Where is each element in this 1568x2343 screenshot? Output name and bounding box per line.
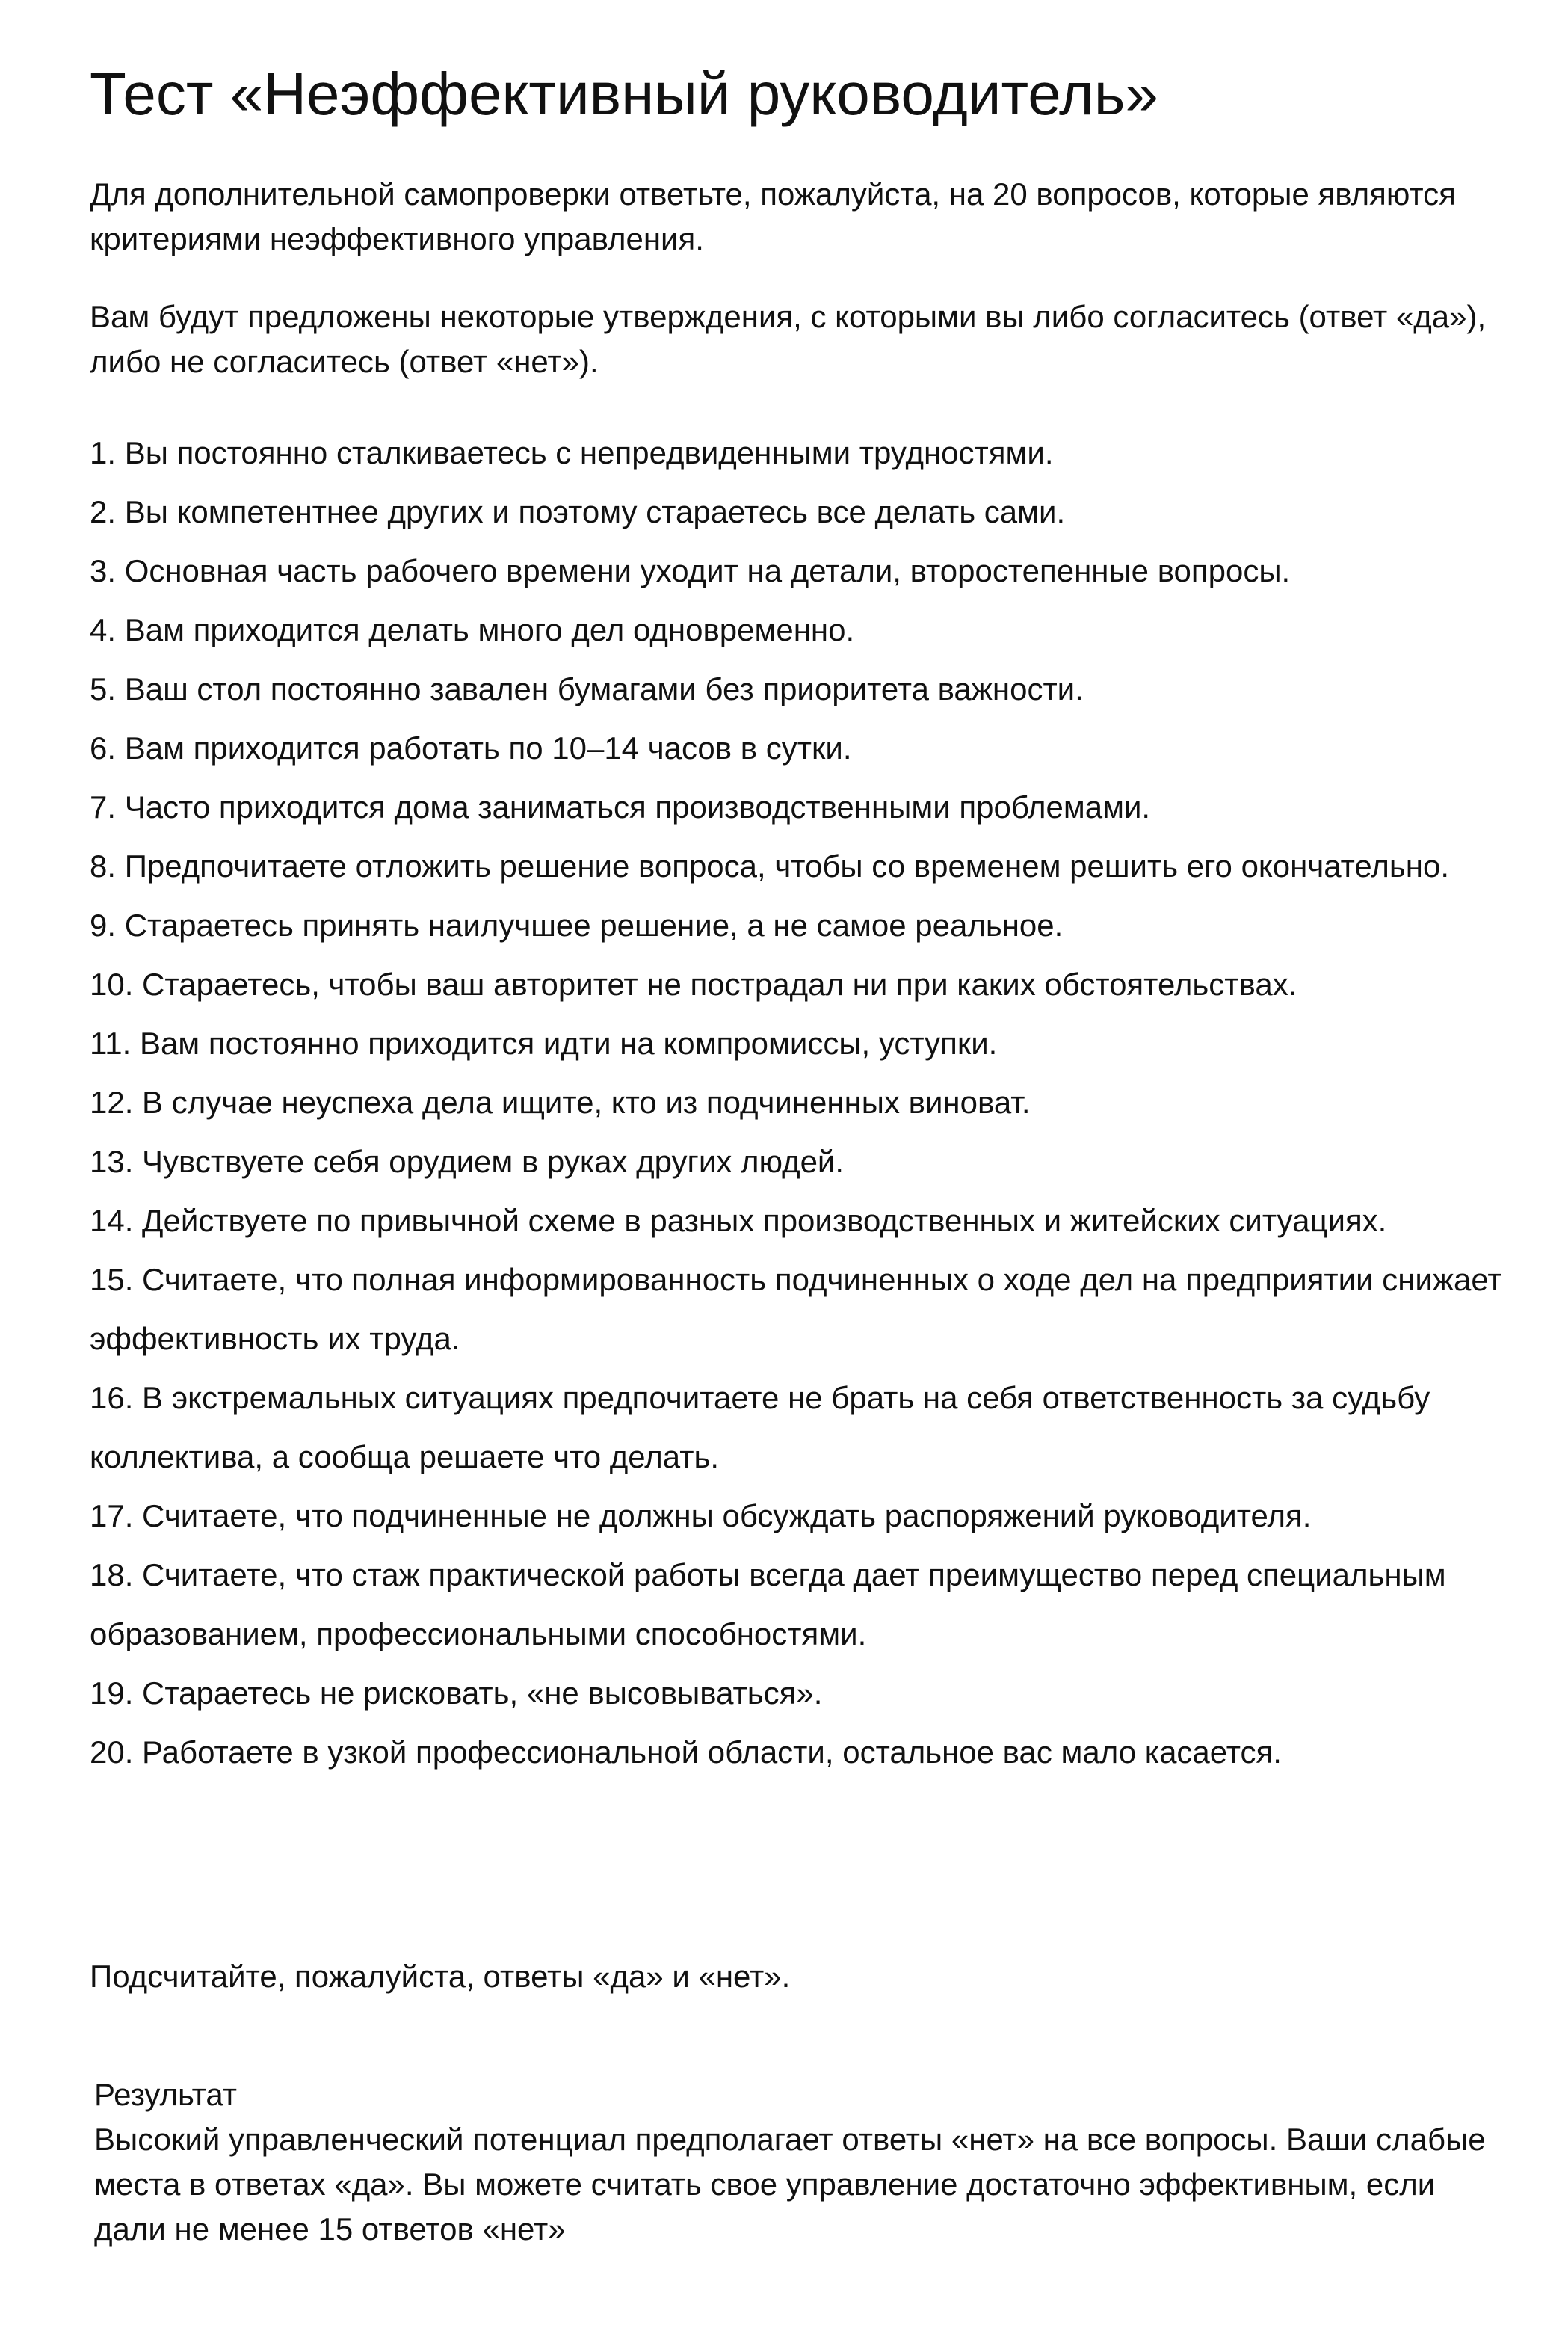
question-item: 15. Считаете, что полная информированность подчиненных о ходе дел на предприятии снижает эффективность их труда. (90, 1262, 1502, 1356)
question-item: 5. Ваш стол постоянно завален бумагами без приоритета важности. (90, 671, 1084, 706)
question-item: 10. Стараетесь, чтобы ваш авторитет не пострадал ни при каких обстоятельствах. (90, 967, 1297, 1002)
question-item: 4. Вам приходится делать много дел одновременно. (90, 612, 855, 647)
page-title: Тест «Неэффективный руководитель» (90, 61, 1158, 127)
question-item: 11. Вам постоянно приходится идти на компромиссы, уступки. (90, 1026, 998, 1061)
question-item: 3. Основная часть рабочего времени уходит на детали, второстепенные вопросы. (90, 553, 1291, 588)
question-item: 16. В экстремальных ситуациях предпочитаете не брать на себя ответственность за судьбу коллектива, а сообща решаете что делать. (90, 1380, 1430, 1474)
question-item: 14. Действуете по привычной схеме в разных производственных и житейских ситуациях. (90, 1203, 1387, 1238)
question-item: 13. Чувствуете себя орудием в руках других людей. (90, 1144, 845, 1179)
question-item: 2. Вы компетентнее других и поэтому стараетесь все делать сами. (90, 494, 1066, 529)
question-item: 1. Вы постоянно сталкиваетесь с непредвиденными трудностями. (90, 435, 1054, 470)
question-item: 6. Вам приходится работать по 10–14 часов в сутки. (90, 730, 852, 766)
question-item: 8. Предпочитаете отложить решение вопроса, чтобы со временем решить его окончательно. (90, 849, 1449, 884)
intro-paragraph-2: Вам будут предложены некоторые утверждения, с которыми вы либо согласитесь (ответ «да»), либо не согласитесь (ответ «нет»). (90, 299, 1487, 379)
question-item: 17. Считаете, что подчиненные не должны обсуждать распоряжений руководителя. (90, 1498, 1312, 1533)
question-item: 12. В случае неуспеха дела ищите, кто из подчиненных виноват. (90, 1085, 1031, 1120)
count-instruction: Подсчитайте, пожалуйста, ответы «да» и «нет». (90, 1959, 791, 1994)
question-item: 19. Стараетесь не рисковать, «не высовываться». (90, 1675, 823, 1711)
result-title: Результат (94, 2077, 238, 2112)
question-list (90, 423, 1502, 1782)
question-item: 9. Стараетесь принять наилучшее решение, а не самое реальное. (90, 908, 1064, 943)
question-item: 7. Часто приходится дома заниматься производственными проблемами. (90, 789, 1151, 825)
question-item: 18. Считаете, что стаж практической работы всегда дает преимущество перед специальным образованием, профессиональными способностями. (90, 1557, 1446, 1651)
question-item: 20. Работаете в узкой профессиональной области, остальное вас мало касается. (90, 1734, 1282, 1770)
result-text: Высокий управленческий потенциал предполагает ответы «нет» на все вопросы. Ваши слабые места в ответах «да». Вы можете считать свое управление достаточно эффективным, если дали не менее 15 ответов «нет» (94, 2122, 1486, 2247)
result-section (94, 2072, 1514, 2252)
intro-paragraph-1: Для дополнительной самопроверки ответьте, пожалуйста, на 20 вопросов, которые являются критериями неэффективного управления. (90, 176, 1456, 256)
